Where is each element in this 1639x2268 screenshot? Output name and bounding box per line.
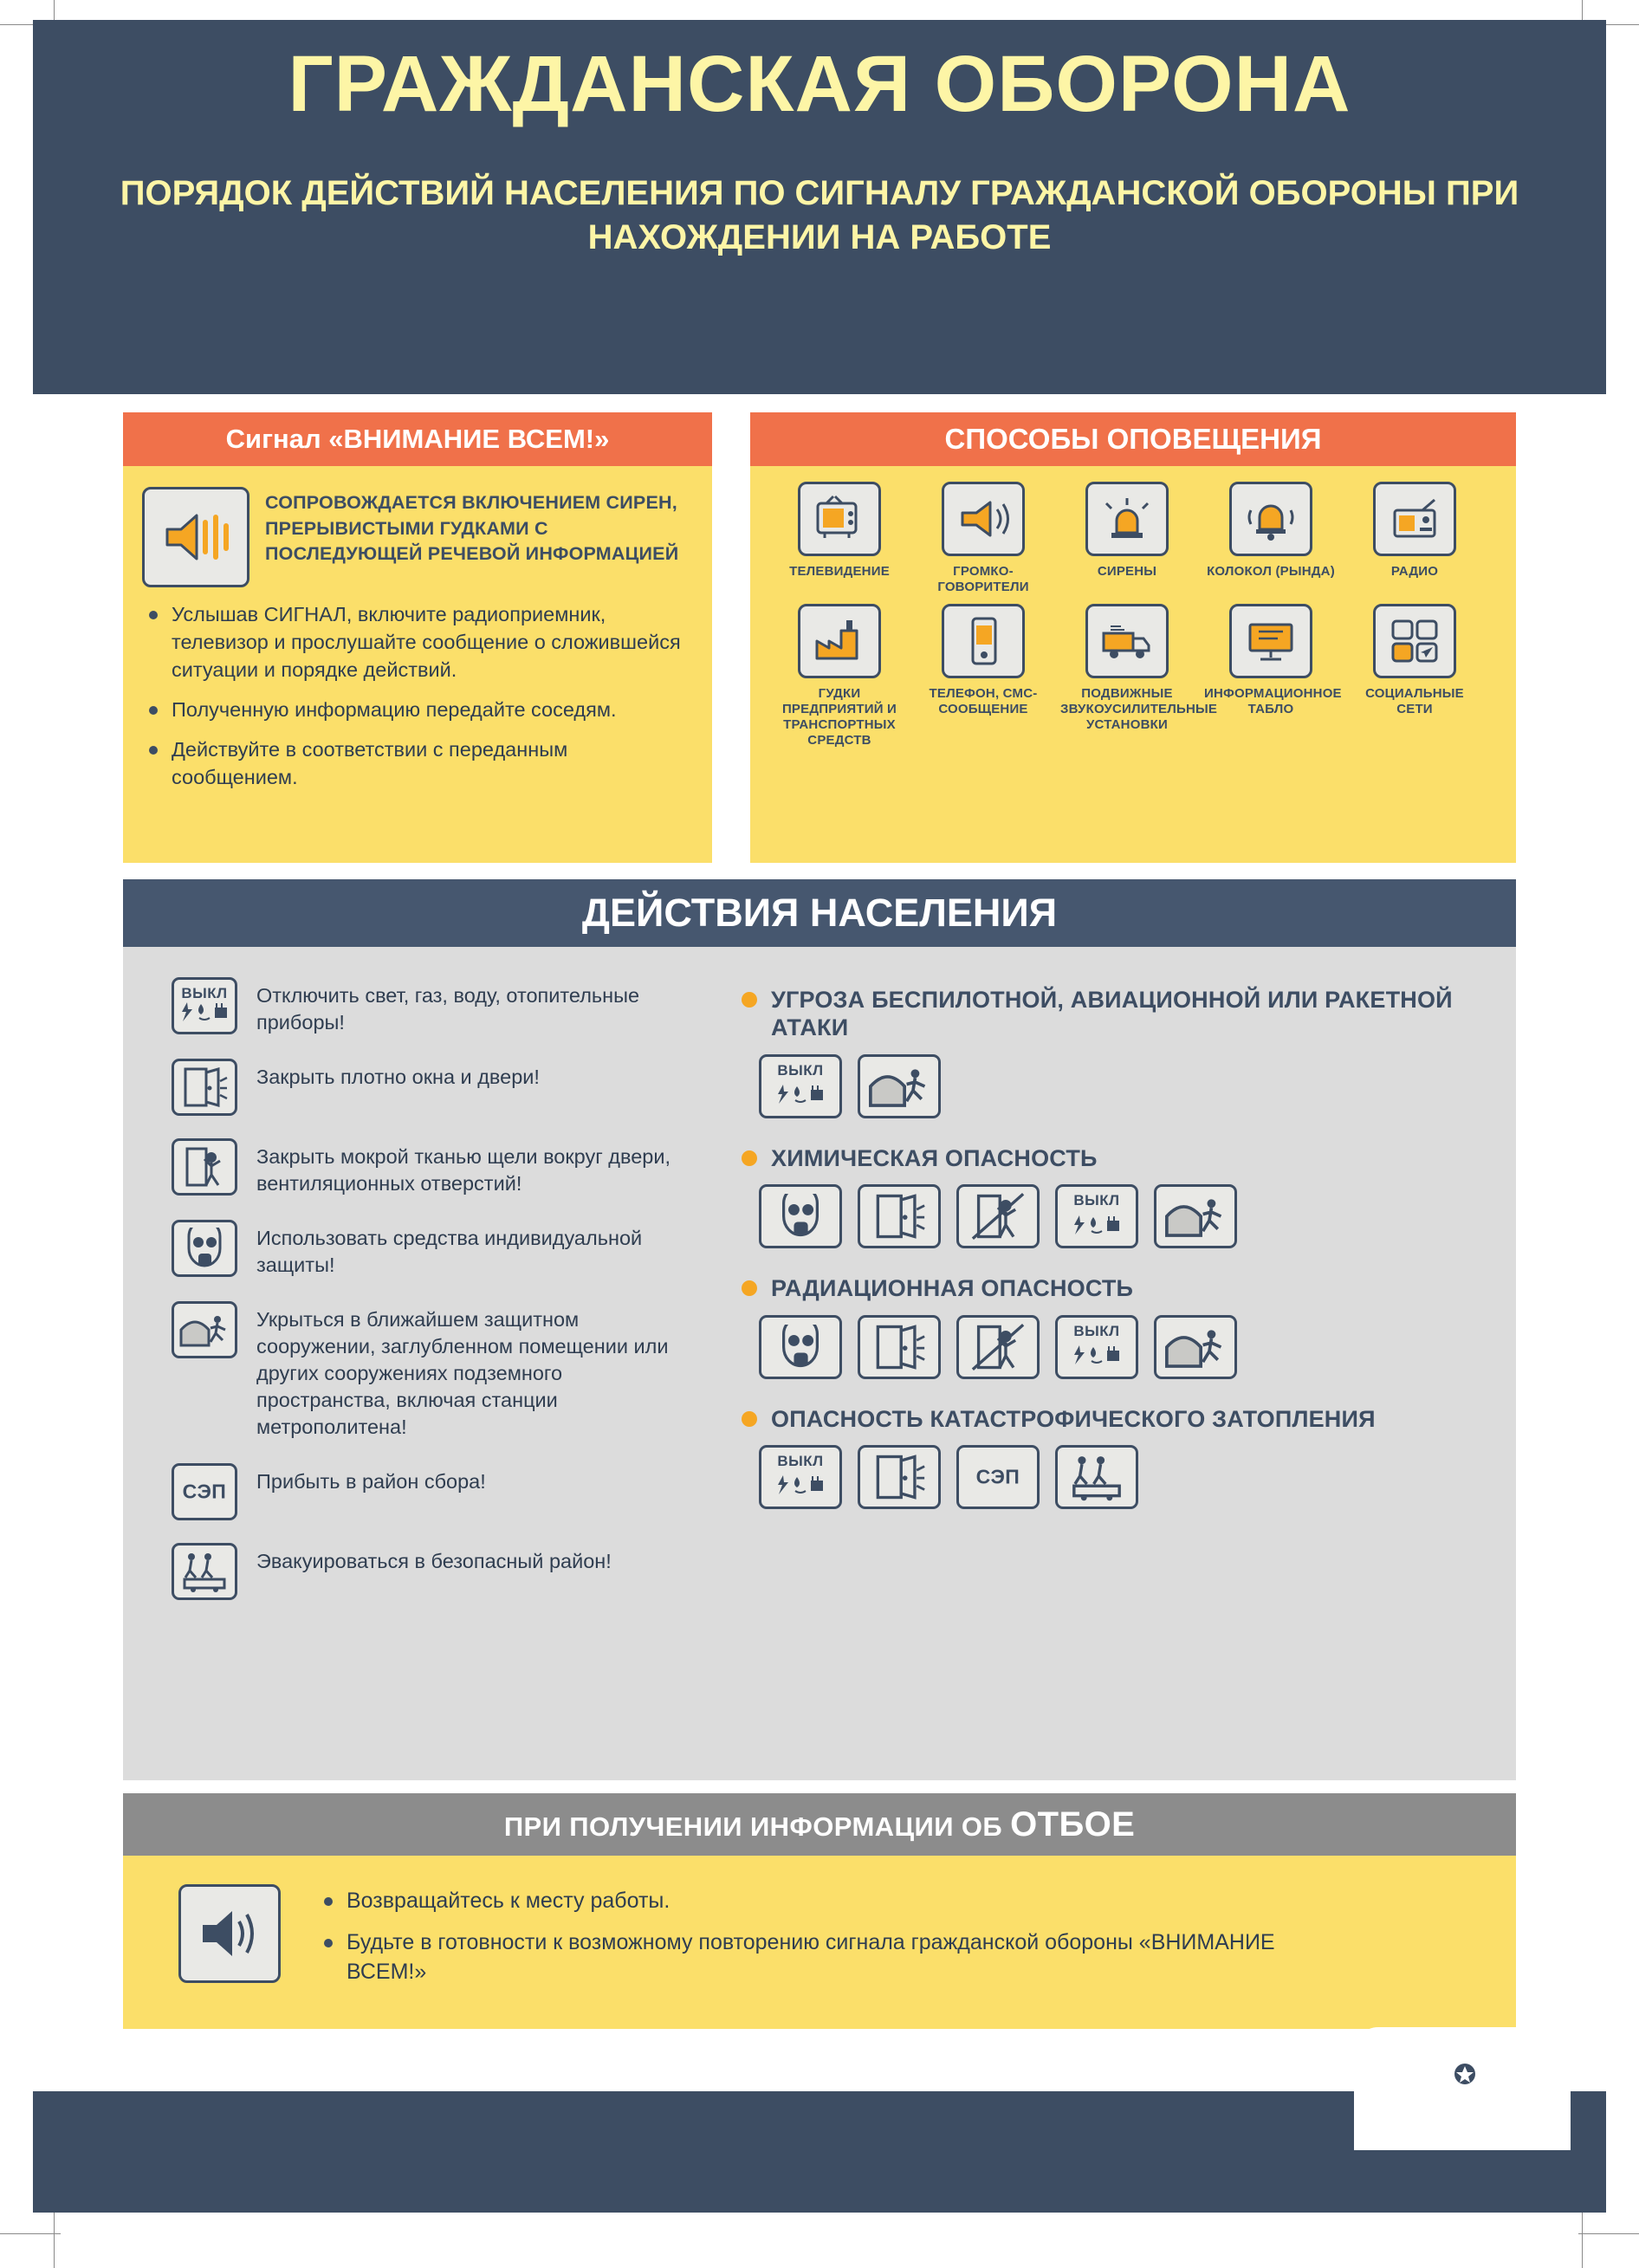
- evacuation-bus-icon-svg: [179, 1550, 230, 1593]
- hazard-group-title: ХИМИЧЕСКАЯ ОПАСНОСТЬ: [742, 1144, 1530, 1172]
- radio-icon-svg: [1388, 496, 1441, 541]
- notification-methods-panel: [750, 412, 1516, 863]
- all-clear-title-prefix: ПРИ ПОЛУЧЕНИИ ИНФОРМАЦИИ ОБ: [503, 1811, 1011, 1842]
- social-networks-icon-svg: [1388, 618, 1441, 664]
- signal-bullet-list: [123, 593, 712, 792]
- action-text: Эвакуироваться в безопасный район!: [256, 1550, 612, 1573]
- seal-cracks-icon: [956, 1315, 1040, 1379]
- seal-cracks-icon-svg: [970, 1323, 1026, 1371]
- close-window-door-icon-svg: [180, 1066, 229, 1109]
- shelter-icon-svg: [868, 1063, 930, 1110]
- gas-mask-icon: [759, 1184, 842, 1248]
- actions-section-title: ДЕЙСТВИЯ НАСЕЛЕНИЯ: [123, 879, 1516, 947]
- all-clear-title-strong: ОТБОЕ: [1010, 1805, 1136, 1844]
- gas-mask-icon-svg: [776, 1194, 825, 1239]
- power-off-icon: [172, 977, 237, 1034]
- loudspeaker-icon-svg: [956, 497, 1011, 541]
- action-text: Укрыться в ближайшем защитном сооружении, заглубленном помещении или других сооружениях подземного пространства, включая станции метрополитена!: [256, 1308, 669, 1439]
- emercom-logo: [1380, 2043, 1549, 2138]
- gas-mask-icon-svg: [776, 1325, 825, 1370]
- list-item: Будьте в готовности к возможному повторению сигнала гражданской обороны «ВНИМАНИЕ ВСЕМ!»: [324, 1928, 1277, 1987]
- icon-label: СЭП: [182, 1480, 227, 1503]
- factory-icon: [798, 604, 881, 678]
- icon-label: ВЫКЛ: [777, 1452, 824, 1469]
- hazard-group-title: УГРОЗА БЕСПИЛОТНОЙ, АВИАЦИОННОЙ ИЛИ РАКЕТНОЙ АТАКИ: [742, 986, 1530, 1042]
- close-window-door-icon-svg: [871, 1323, 927, 1371]
- signal-panel: [123, 412, 712, 863]
- close-window-door-icon: [858, 1315, 941, 1379]
- all-clear-title: [123, 1793, 1516, 1856]
- method-item: [1060, 604, 1218, 748]
- icon-label: ВЫКЛ: [1073, 1322, 1120, 1339]
- methods-panel-title: СПОСОБЫ ОПОВЕЩЕНИЯ: [750, 412, 1516, 466]
- actions-right-column: [742, 986, 1530, 1535]
- method-label: СОЦИАЛЬНЫЕ СЕТИ: [1365, 686, 1464, 716]
- icon-label: ВЫКЛ: [777, 1061, 824, 1079]
- power-off-icon: [1055, 1184, 1138, 1248]
- gas-mask-icon: [759, 1315, 842, 1379]
- action-text: Закрыть плотно окна и двери!: [256, 1066, 540, 1089]
- evacuation-bus-icon: [172, 1543, 237, 1600]
- logo-caption: МЧС России: [1424, 2113, 1505, 2128]
- method-label: ГРОМКО-ГОВОРИТЕЛИ: [937, 564, 1029, 594]
- signal-panel-title: Сигнал «ВНИМАНИЕ ВСЕМ!»: [123, 412, 712, 466]
- close-window-door-icon-svg: [871, 1192, 927, 1241]
- shelter-icon-svg: [1164, 1324, 1227, 1371]
- hazard-group-icons: [759, 1315, 1530, 1379]
- info-board-icon: [1229, 604, 1312, 678]
- method-label: ТЕЛЕВИДЕНИЕ: [789, 564, 890, 579]
- method-label: ИНФОРМАЦИОННОЕ ТАБЛО: [1204, 686, 1342, 716]
- actions-left-column: [172, 977, 700, 1623]
- close-window-door-icon: [858, 1445, 941, 1509]
- info-board-icon-svg: [1243, 619, 1299, 663]
- method-label: ПОДВИЖНЫЕ ЗВУКОУСИЛИТЕЛЬНЫЕ УСТАНОВКИ: [1060, 686, 1218, 732]
- action-item: [172, 1543, 700, 1600]
- power-off-icon: [1055, 1315, 1138, 1379]
- bell-icon-svg: [1244, 495, 1298, 543]
- power-off-icon-svg: [1070, 1214, 1124, 1236]
- method-item: [1204, 482, 1338, 595]
- speaker-icon: [142, 487, 249, 587]
- method-item: [1060, 482, 1194, 595]
- speaker-icon: [178, 1884, 281, 1983]
- method-label: КОЛОКОЛ (РЫНДА): [1207, 564, 1335, 579]
- seal-cracks-icon-svg: [970, 1192, 1026, 1241]
- evacuation-bus-icon: [1055, 1445, 1138, 1509]
- emercom-emblem-icon: [1434, 2043, 1496, 2107]
- bell-icon: [1229, 482, 1312, 556]
- shelter-icon: [1154, 1184, 1237, 1248]
- action-text: Использовать средства индивидуальной защиты!: [256, 1227, 643, 1277]
- method-label: СИРЕНЫ: [1097, 564, 1157, 579]
- action-text: Прибыть в район сбора!: [256, 1470, 486, 1494]
- method-item: [1348, 604, 1481, 748]
- methods-grid: [750, 466, 1516, 748]
- action-text: Закрыть мокрой тканью щели вокруг двери, вентиляционных отверстий!: [256, 1145, 671, 1196]
- page-title: ГРАЖДАНСКАЯ ОБОРОНА: [288, 40, 1351, 128]
- siren-icon: [1085, 482, 1169, 556]
- list-item: Действуйте в соответствии с переданным сообщением.: [149, 736, 690, 792]
- loudspeaker-icon: [942, 482, 1025, 556]
- icon-label: ВЫКЛ: [181, 985, 228, 1001]
- icon-label: ВЫКЛ: [1073, 1192, 1120, 1209]
- factory-icon-svg: [812, 619, 867, 664]
- list-item: Услышав СИГНАЛ, включите радиоприемник, телевизор и прослушайте сообщение о сложившейся ситуации и порядке действий.: [149, 601, 690, 684]
- assembly-point-icon: [956, 1445, 1040, 1509]
- method-item: [1348, 482, 1481, 595]
- assembly-point-icon: [172, 1463, 237, 1520]
- power-off-icon-svg: [1070, 1344, 1124, 1366]
- power-off-icon: [759, 1445, 842, 1509]
- hazard-group-title: РАДИАЦИОННАЯ ОПАСНОСТЬ: [742, 1274, 1530, 1302]
- signal-accompany-text: СОПРОВОЖДАЕТСЯ ВКЛЮЧЕНИЕМ СИРЕН, ПРЕРЫВИСТЫМИ ГУДКАМИ С ПОСЛЕДУЮЩЕЙ РЕЧЕВОЙ ИНФОРМАЦИЕЙ: [265, 492, 679, 565]
- social-networks-icon: [1373, 604, 1456, 678]
- list-item: Полученную информацию передайте соседям.: [149, 697, 690, 724]
- action-item: [172, 1301, 700, 1441]
- gas-mask-icon-svg: [182, 1228, 227, 1269]
- hazard-group-icons: [759, 1445, 1530, 1509]
- power-off-icon-svg: [774, 1474, 827, 1496]
- shelter-icon-svg: [1164, 1193, 1227, 1240]
- action-item: [172, 1059, 700, 1116]
- method-label: ТЕЛЕФОН, СМС-СООБЩЕНИЕ: [929, 686, 1038, 716]
- power-off-icon: [759, 1054, 842, 1118]
- tv-icon-svg: [813, 495, 866, 543]
- action-item: [172, 1463, 700, 1520]
- mobile-phone-icon-svg: [966, 615, 1001, 667]
- action-item: [172, 1220, 700, 1279]
- close-window-door-icon-svg: [871, 1453, 927, 1501]
- power-off-icon-svg: [774, 1083, 827, 1105]
- list-item: Возвращайтесь к месту работы.: [324, 1887, 1277, 1916]
- method-item: [917, 604, 1050, 748]
- shelter-icon: [858, 1054, 941, 1118]
- action-item: [172, 977, 700, 1036]
- poster: [33, 9, 1606, 2261]
- close-window-door-icon: [172, 1059, 237, 1116]
- method-item: [1204, 604, 1342, 748]
- siren-icon-svg: [1101, 495, 1153, 543]
- method-item: [917, 482, 1050, 595]
- shelter-icon: [172, 1301, 237, 1358]
- all-clear-bullet-list: [324, 1887, 1277, 1999]
- speaker-icon-svg: [194, 1902, 265, 1965]
- method-label: ГУДКИ ПРЕДПРИЯТИЙ И ТРАНСПОРТНЫХ СРЕДСТВ: [781, 686, 897, 748]
- page-subtitle: ПОРЯДОК ДЕЙСТВИЙ НАСЕЛЕНИЯ ПО СИГНАЛУ ГРАЖДАНСКОЙ ОБОРОНЫ ПРИ НАХОЖДЕНИИ НА РАБОТЕ: [120, 173, 1519, 256]
- method-item: [773, 482, 906, 595]
- tv-icon: [798, 482, 881, 556]
- gas-mask-icon: [172, 1220, 237, 1277]
- evacuation-bus-icon-svg: [1068, 1452, 1125, 1502]
- radio-icon: [1373, 482, 1456, 556]
- speaker-icon-svg: [159, 505, 233, 569]
- seal-cracks-icon: [172, 1138, 237, 1196]
- hazard-group-icons: [759, 1184, 1530, 1248]
- close-window-door-icon: [858, 1184, 941, 1248]
- action-text: Отключить свет, газ, воду, отопительные приборы!: [256, 984, 640, 1034]
- mobile-phone-icon: [942, 604, 1025, 678]
- shelter-icon-svg: [179, 1311, 230, 1349]
- method-item: [773, 604, 906, 748]
- hazard-group-icons: [759, 1054, 1530, 1118]
- method-label: РАДИО: [1390, 564, 1439, 579]
- sound-truck-icon: [1085, 604, 1169, 678]
- shelter-icon: [1154, 1315, 1237, 1379]
- seal-cracks-icon: [956, 1184, 1040, 1248]
- power-off-icon-svg: [178, 1001, 230, 1023]
- hazard-group-title: ОПАСНОСТЬ КАТАСТРОФИЧЕСКОГО ЗАТОПЛЕНИЯ: [742, 1405, 1530, 1433]
- sound-truck-icon-svg: [1098, 619, 1156, 663]
- action-item: [172, 1138, 700, 1197]
- seal-cracks-icon-svg: [180, 1145, 229, 1189]
- poster-header: [33, 20, 1606, 394]
- icon-label: СЭП: [975, 1465, 1020, 1488]
